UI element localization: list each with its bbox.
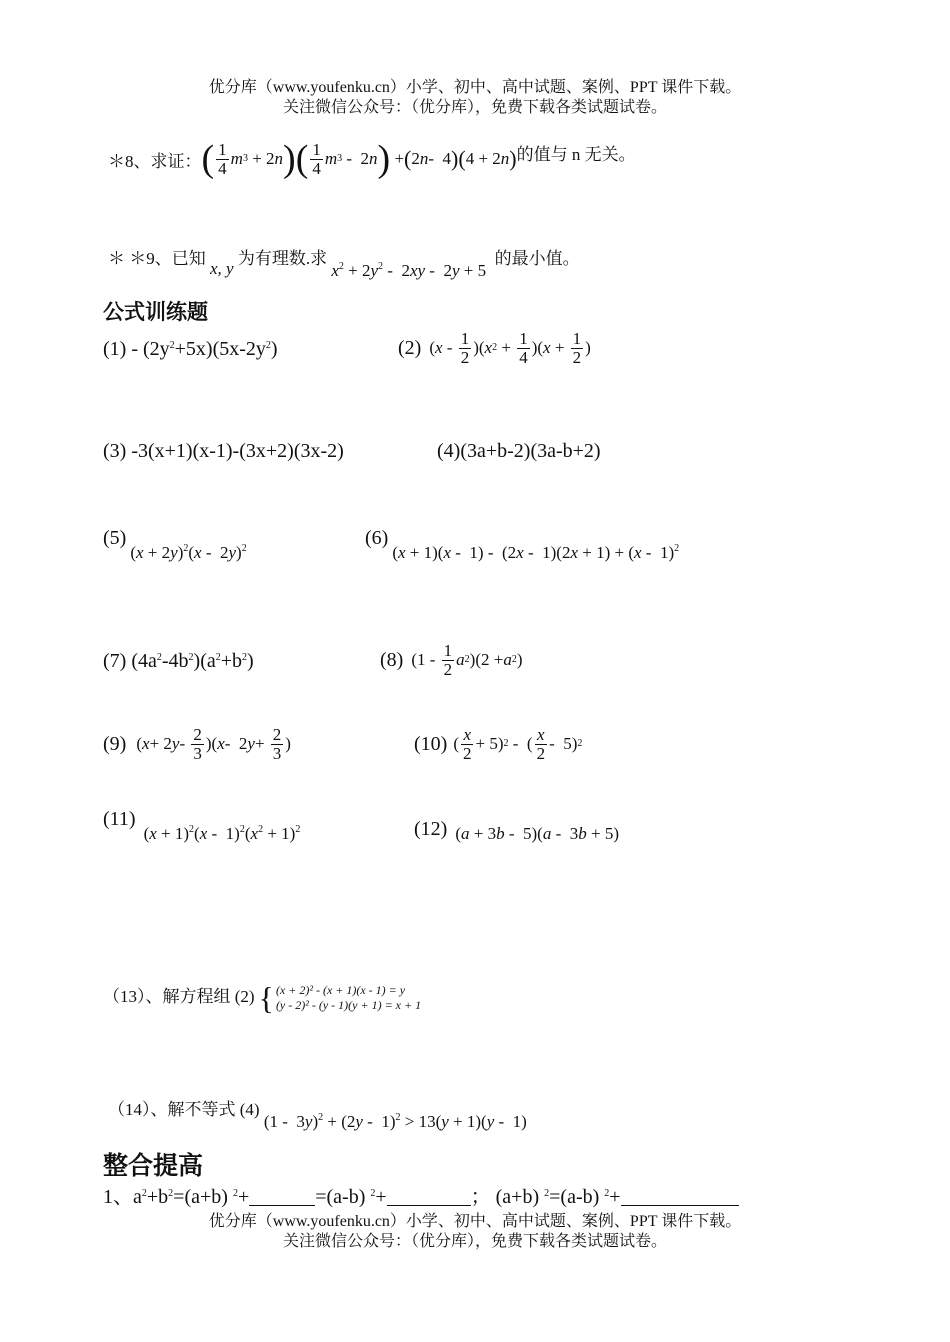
- iq1-part-c: =(a+b): [173, 1186, 228, 1208]
- footer-line-1: 优分库（www.youfenku.cn）小学、初中、高中试题、案例、PPT 课件下载。: [208, 1213, 742, 1230]
- problem-7-part-c: )(a: [193, 650, 216, 672]
- problem-7-part-d: +b: [220, 650, 243, 672]
- problem-1-part-b: +5x)(5x-2y: [174, 338, 266, 360]
- problem-10-expression: ( x 2 + 5) 2 - ( x 2 - 5) 2: [453, 725, 583, 763]
- integration-question-1: 1、$a^2+b^2=(a+b)$ $^2$+ =(a-b) $^2$+ ； (a+b) $^2$=(a-b) $^2$+: [103, 1180, 739, 1209]
- section-title-integration: 整合提高: [103, 1151, 204, 1180]
- problem-1: $(1) - (2y^2+5x)(5x-2y^2)$: [103, 338, 278, 360]
- question-8-suffix: 的值与 n 无关。: [516, 144, 636, 164]
- problem-13-system: { (x + 2)² - (x + 1)(x - 1) = y (y - 2)² - (y - 1)(y + 1) = x + 1: [258, 980, 422, 1016]
- problem-12-expression: (a + 3b - 5)(a - 3b + 5): [455, 824, 619, 843]
- problem-5: [103, 527, 247, 562]
- problem-7-part-b: -4b: [161, 650, 189, 672]
- section-title-formula-practice: 公式训练题: [103, 300, 208, 324]
- problem-10-label: (10): [414, 732, 448, 755]
- problem-11-label: (11): [103, 808, 136, 830]
- question-9: [108, 244, 580, 280]
- blank-3[interactable]: [621, 1189, 739, 1206]
- problem-7: (7) $(4a^2-4b^2)(a^2+b^2)$: [103, 650, 254, 672]
- question-9-mid: 为有理数.求: [237, 249, 328, 268]
- problem-6-expression: (x + 1)(x - 1) - (2x - 1)(2x + 1) + (x - 1)$^2$: [392, 543, 680, 562]
- iq1-part-h: =(a-b): [549, 1186, 600, 1208]
- problem-14: [108, 1095, 527, 1131]
- problem-11: [103, 808, 301, 843]
- problem-8-expression: (1 - 1 2 a 2 )(2 + a 2 ): [411, 641, 523, 679]
- blank-2[interactable]: [387, 1189, 471, 1206]
- problem-12-label: (12): [414, 818, 448, 840]
- problem-1-part-c: ): [270, 338, 278, 360]
- iq1-part-a: 1、a: [103, 1186, 142, 1208]
- iq1-part-g: ； (a+b): [470, 1186, 540, 1208]
- iq1-part-f: +: [375, 1186, 387, 1208]
- problem-13: [103, 982, 421, 1014]
- problem-13-equation-1: (x + 2)² - (x + 1)(x - 1) = y: [275, 983, 406, 997]
- iq1-part-e: =(a-b): [315, 1186, 366, 1208]
- header-line-2: 关注微信公众号：（优分库），免费下载各类试题试卷。: [282, 99, 667, 116]
- problem-2-label: (2): [398, 336, 422, 359]
- problem-9: [103, 726, 291, 763]
- question-9-expression: $x^2 + 2y^2 - 2xy - 2y + 5$: [331, 261, 487, 280]
- question-9-vars: x, y: [210, 259, 234, 278]
- problem-7-part-a: (7) (4a: [103, 650, 157, 672]
- problem-6-label: (6): [365, 527, 389, 549]
- problem-7-part-e: ): [247, 650, 254, 672]
- iq1-part-d: +: [237, 1186, 250, 1208]
- problem-8: [380, 642, 523, 679]
- header-line-1: 优分库（www.youfenku.cn）小学、初中、高中试题、案例、PPT 课件下载。: [208, 79, 742, 96]
- question-9-suffix: 的最小值。: [494, 249, 580, 268]
- problem-3: (3) -3(x+1)(x-1)-(3x+2)(3x-2): [103, 440, 344, 462]
- problem-13-prefix: （13）、解方程组 (2): [103, 987, 255, 1006]
- problem-12: [414, 818, 619, 841]
- problem-14-prefix: （14）、解不等式 (4): [108, 1100, 260, 1119]
- problem-5-label: (5): [103, 527, 127, 549]
- problem-13-equation-2: (y - 2)² - (y - 1)(y + 1) = x + 1: [275, 998, 422, 1012]
- problem-11-expression: $(x + 1)^2(x - 1)^2(x^2 + 1)^2$: [143, 824, 301, 843]
- problem-4: (4)(3a+b-2)(3a-b+2): [437, 440, 601, 462]
- problem-2: [398, 330, 591, 367]
- question-8: [108, 140, 636, 178]
- blank-1[interactable]: [249, 1189, 315, 1206]
- question-8-expression: ( 1 4 m 3 + 2 n ) ( 1 4 m 3 - 2 n ) + ( 2 n - 4 )( 4 + 2 n ): [201, 138, 517, 180]
- footer-line-2: 关注微信公众号：（优分库），免费下载各类试题试卷。: [282, 1233, 667, 1250]
- problem-6: [365, 527, 680, 562]
- problem-8-label: (8): [380, 648, 404, 671]
- iq1-part-i: +: [609, 1186, 621, 1208]
- problem-5-expression: $(x + 2y)^2(x - 2y)^2$: [130, 543, 247, 562]
- problem-2-expression: ( x - 1 2 )( x 2 + 1 4 )( x + 1 2 ): [429, 329, 591, 367]
- iq1-part-b: +b: [146, 1186, 169, 1208]
- problem-14-expression: (1 - 3y)$^2$ + (2y - 1)$^2$ > 13(y + 1)(y - 1): [263, 1112, 527, 1131]
- problem-9-expression: ( x + 2 y - 2 3 )( x - 2 y + 2 3 ): [136, 725, 291, 763]
- problem-10: [414, 726, 582, 763]
- problem-9-label: (9): [103, 732, 127, 755]
- question-9-prefix: ＊ ＊9、已知: [108, 249, 206, 268]
- problem-1-part-a: (1) - (2y: [103, 338, 170, 360]
- question-8-prefix: ＊8、求证：: [108, 151, 202, 171]
